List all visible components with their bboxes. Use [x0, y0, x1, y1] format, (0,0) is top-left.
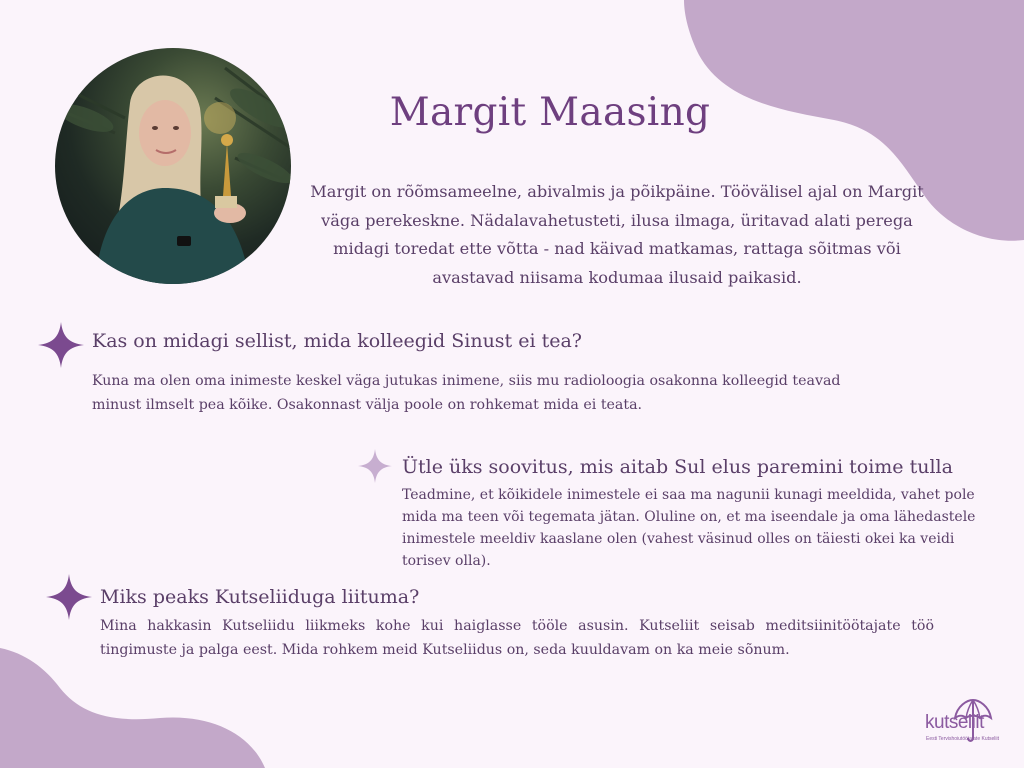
- decorative-blob-bottom: [0, 648, 270, 768]
- sparkle-icon: [46, 574, 92, 620]
- question-title: Ütle üks soovitus, mis aitab Sul elus paremini toime tulla: [402, 456, 953, 478]
- question-answer: Kuna ma olen oma inimeste keskel väga jutukas inimene, siis mu radioloogia osakonna kolleegid teavad minust ilmselt pea kõike. Osakonnast välja poole on rohkemat mida ei teata.: [92, 373, 841, 413]
- profile-bio: Margit on rõõmsameelne, abivalmis ja põikpäine. Töövälisel ajal on Margit väga perekeskne. Nädalavahetusteti, ilusa ilmaga, üritavad alati perega midagi toredat ette võtta - nad käivad matkamas, rattaga sõitmas või avastavad niisama kodumaa ilusaid paikasid.: [310, 182, 924, 287]
- profile-photo: [55, 48, 291, 284]
- sparkle-icon: [38, 322, 84, 368]
- question-answer: Mina hakkasin Kutseliidu liikmeks kohe kui haiglasse tööle asusin. Kutseliit seisab meditsiinitöötajate töö tingimuste ja palga eest. Mida rohkem meid Kutseliidus on, seda kuuldavam on ka meie sõnum.: [100, 618, 934, 658]
- question-title: Miks peaks Kutseliiduga liituma?: [100, 586, 420, 608]
- logo-tagline: Eesti Tervishoiutöötajate Kutseliit: [926, 736, 1000, 742]
- sparkle-icon: [358, 449, 392, 483]
- question-title: Kas on midagi sellist, mida kolleegid Sinust ei tea?: [92, 330, 582, 352]
- question-answer: Teadmine, et kõikidele inimestele ei saa ma nagunii kunagi meeldida, vahet pole mida ma teen või tegemata jätan. Oluline on, et ma iseendale ja oma lähedastele inimestele meeldiv kaaslane olen (vahest väsinud olles on täiesti okei ka veidi torisev olla).: [402, 487, 976, 569]
- profile-name: Margit Maasing: [389, 90, 711, 135]
- kutseliit-logo: [925, 698, 1000, 748]
- logo-wordmark: kutseliit: [925, 712, 984, 733]
